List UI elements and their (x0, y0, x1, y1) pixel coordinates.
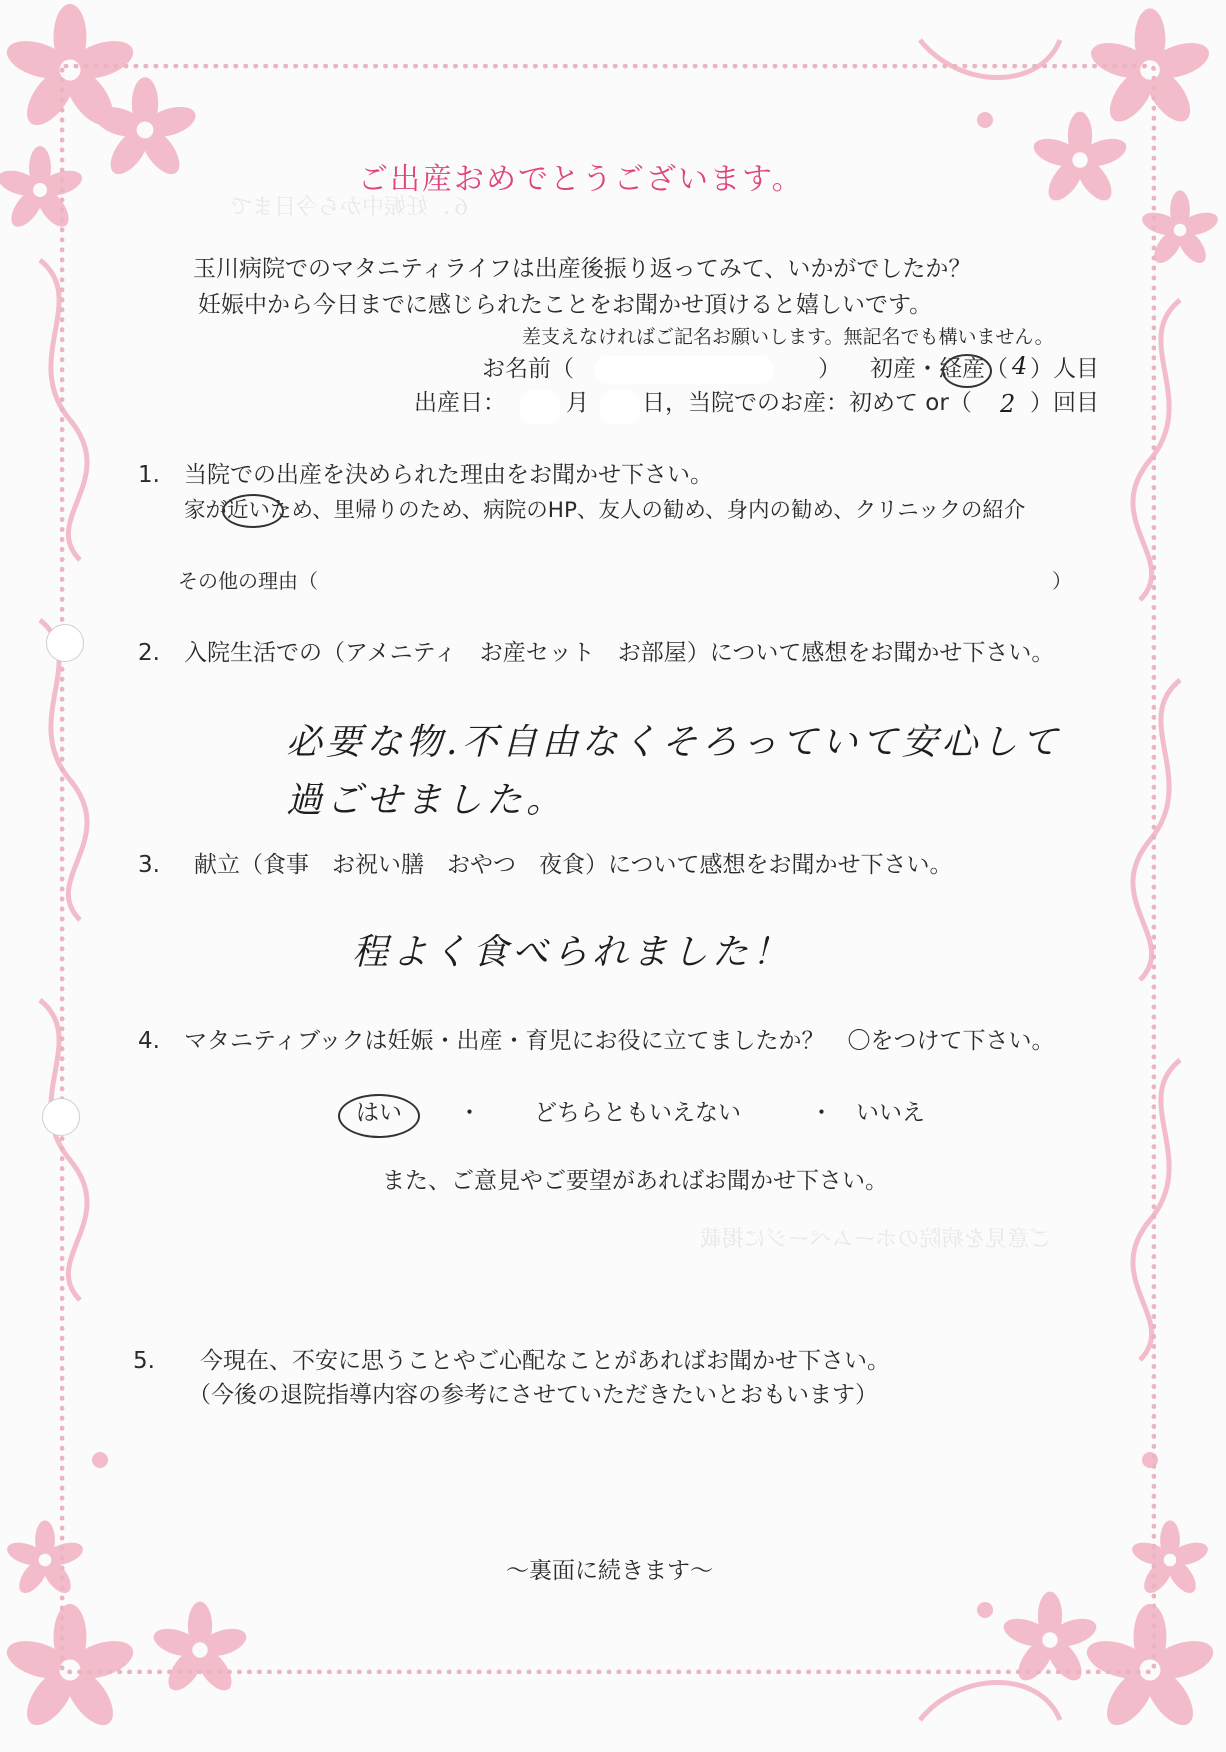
punch-hole (42, 1098, 80, 1136)
q1-options: 家が近いため、里帰りのため、病院のHP、友人の勧め、身内の勧め、クリニックの紹介 (184, 498, 1026, 523)
visit-suffix: ）回目 (1030, 390, 1099, 416)
q2-answer-line-2: 過ごせました。 (286, 780, 567, 821)
q4-option-no: いいえ (856, 1100, 925, 1126)
parity-label: 初産・経産（ (870, 356, 1008, 382)
parity-suffix: ）人目 (1030, 356, 1099, 382)
bleed-through-text: ６．妊娠中から今日まで (230, 195, 473, 220)
birth-date-label: 出産日： (414, 390, 506, 416)
q5-number: 5. (133, 1348, 155, 1374)
continued-footer: ～裏面に続きます～ (506, 1558, 713, 1584)
q4-question: マタニティブックは妊娠・出産・育児にお役に立てましたか？ 〇をつけて下さい。 (184, 1028, 1055, 1054)
parity-circle-mark (942, 354, 992, 388)
q2-number: 2. (138, 640, 160, 666)
q4-separator: ・ (458, 1100, 481, 1126)
q4-separator: ・ (810, 1100, 833, 1126)
name-redaction (594, 356, 774, 384)
intro-line-1: 玉川病院でのマタニティライフは出産後振り返ってみて、いかがでしたか？ (193, 256, 972, 282)
name-close: ） (818, 356, 841, 382)
page-title: ご出産おめでとうございます。 (358, 162, 804, 197)
bleed-through-text: ご意見を病院のホームページに掲載 (700, 1227, 1052, 1252)
q3-number: 3. (138, 852, 160, 878)
parity-count: 4 (1012, 352, 1028, 380)
q4-followup: また、ご意見やご要望があればお聞かせ下さい。 (382, 1168, 888, 1194)
q3-answer: 程よく食べられました！ (352, 932, 793, 973)
q1-number: 1. (138, 462, 160, 488)
birth-day-label: 日，当院でのお産：初めて or（ (642, 390, 972, 416)
day-redaction (600, 390, 640, 424)
q4-option-neither: どちらともいえない (534, 1100, 741, 1126)
visit-count: 2 (1000, 390, 1016, 418)
name-label: お名前（ (482, 356, 574, 382)
q5-note: （今後の退院指導内容の参考にさせていただきたいとおもいます） (188, 1382, 878, 1408)
q4-number: 4. (138, 1028, 160, 1054)
punch-hole (46, 624, 84, 662)
q4-option-yes: はい (356, 1100, 402, 1126)
birth-month-label: 月 (566, 390, 589, 416)
q3-question: 献立（食事 お祝い膳 おやつ 夜食）について感想をお聞かせ下さい。 (194, 852, 953, 878)
q2-question: 入院生活での（アメニティ お産セット お部屋）について感想をお聞かせ下さい。 (184, 640, 1055, 666)
intro-line-2: 妊娠中から今日までに感じられたことをお聞かせ頂けると嬉しいです。 (198, 292, 933, 318)
q2-answer-line-1: 必要な物.不自由なくそろっていて安心して (286, 722, 1062, 763)
intro-line-3: 差支えなければご記名お願いします。無記名でも構いません。 (522, 326, 1054, 348)
q1-selected-circle (222, 494, 284, 528)
q1-other-close: ） (1052, 569, 1072, 593)
q5-question: 今現在、不安に思うことやご心配なことがあればお聞かせ下さい。 (200, 1348, 890, 1374)
q1-question: 当院での出産を決められた理由をお聞かせ下さい。 (184, 462, 713, 488)
month-redaction (520, 390, 560, 424)
q1-other-label: その他の理由（ (178, 569, 318, 593)
